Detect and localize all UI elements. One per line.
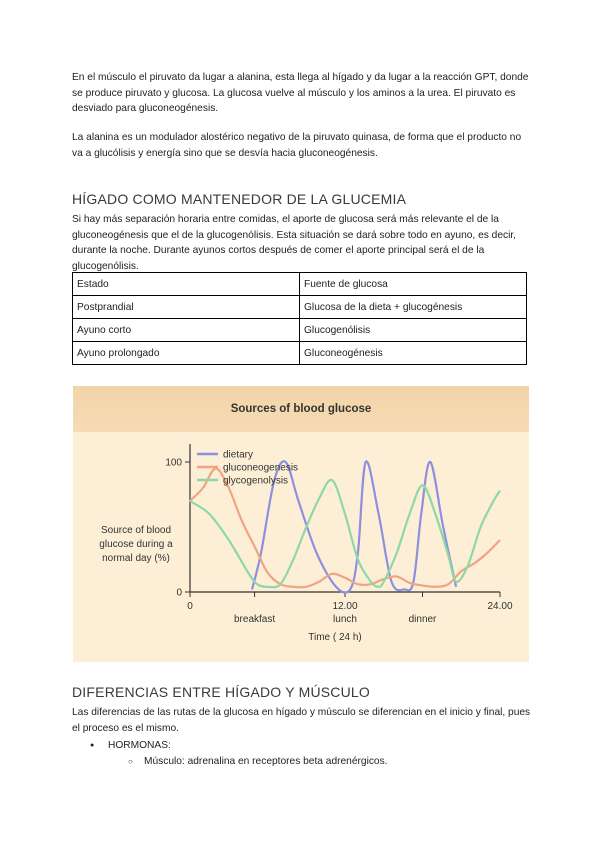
table-row bbox=[73, 319, 527, 342]
x-tick-label: 0 bbox=[187, 601, 193, 612]
table-cell: Gluconeogénesis bbox=[300, 342, 527, 365]
list-item-hormones: ● HORMONAS: bbox=[72, 738, 388, 754]
y-axis-label: Source of blood bbox=[100, 525, 172, 536]
y-axis-label: glucose during a bbox=[99, 539, 173, 550]
glucose-source-table bbox=[72, 272, 527, 365]
table-row bbox=[73, 296, 527, 319]
table-header-cell: Estado bbox=[73, 273, 300, 296]
paragraph-glucose-sources: Si hay más separación horaria entre comidas, el aporte de glucosa será más relevante el de la gluconeogénesis que el de la glucogenólisis. Esta situación se dará sobre todo en ayuno, es decir, durante la noche. Durante ayunos cortos después de comer el aporte principal será el de la glucogenólisis. bbox=[72, 214, 517, 272]
blood-glucose-chart bbox=[73, 386, 529, 662]
legend-label-dietary: dietary bbox=[223, 449, 254, 461]
table-cell: Ayuno corto bbox=[73, 319, 300, 342]
list-subitem-muscle: ○ Músculo: adrenalina en receptores beta adrenérgicos. bbox=[72, 754, 388, 770]
table-header-cell: Fuente de glucosa bbox=[300, 273, 527, 296]
y-tick-label: 100 bbox=[165, 457, 182, 469]
legend-label-glycogenolysis: glycogenolysis bbox=[223, 475, 289, 487]
table-cell: Glucogenólisis bbox=[300, 319, 527, 342]
bullet-list bbox=[72, 738, 388, 769]
table-row bbox=[73, 342, 527, 365]
y-tick-label: 0 bbox=[176, 587, 182, 599]
legend-label-gluconeogenesis: gluconeogenesis bbox=[223, 462, 299, 474]
x-tick-sublabel: lunch bbox=[333, 614, 357, 625]
table-cell: Ayuno prolongado bbox=[73, 342, 300, 365]
heading-liver-glycemia: HÍGADO COMO MANTENEDOR DE LA GLUCEMIA bbox=[72, 191, 407, 207]
x-tick-sublabel: dinner bbox=[408, 614, 437, 625]
paragraph-route-differences: Las diferencias de las rutas de la glucosa en hígado y músculo se diferencian en el inicio y final, pues el proceso es el mismo. bbox=[72, 707, 531, 734]
x-tick-sublabel: breakfast bbox=[234, 614, 276, 625]
table-header-row bbox=[73, 273, 527, 296]
table-cell: Glucosa de la dieta + glucogénesis bbox=[300, 296, 527, 319]
x-axis-label: Time ( 24 h) bbox=[308, 632, 362, 643]
paragraph-alanine-modulator: La alanina es un modulador alostérico negativo de la piruvato quinasa, de forma que el producto no va a glucólisis y energía sino que se desvía hacia gluconeogénesis. bbox=[72, 132, 522, 159]
heading-liver-muscle-differences: DIFERENCIAS ENTRE HÍGADO Y MÚSCULO bbox=[72, 684, 370, 700]
paragraph-alanine-cycle: En el músculo el piruvato da lugar a alanina, esta llega al hígado y da lugar a la reacción GPT, donde se produce piruvato y glucosa. La glucosa vuelve al músculo y los aminos a la urea. El piruvato es desviado para gluconeogénesis. bbox=[72, 72, 529, 115]
table-cell: Postprandial bbox=[73, 296, 300, 319]
x-tick-label: 24.00 bbox=[487, 601, 513, 612]
chart-title: Sources of blood glucose bbox=[230, 403, 372, 415]
y-axis-label: normal day (%) bbox=[102, 553, 170, 564]
x-tick-label: 12.00 bbox=[332, 601, 358, 612]
